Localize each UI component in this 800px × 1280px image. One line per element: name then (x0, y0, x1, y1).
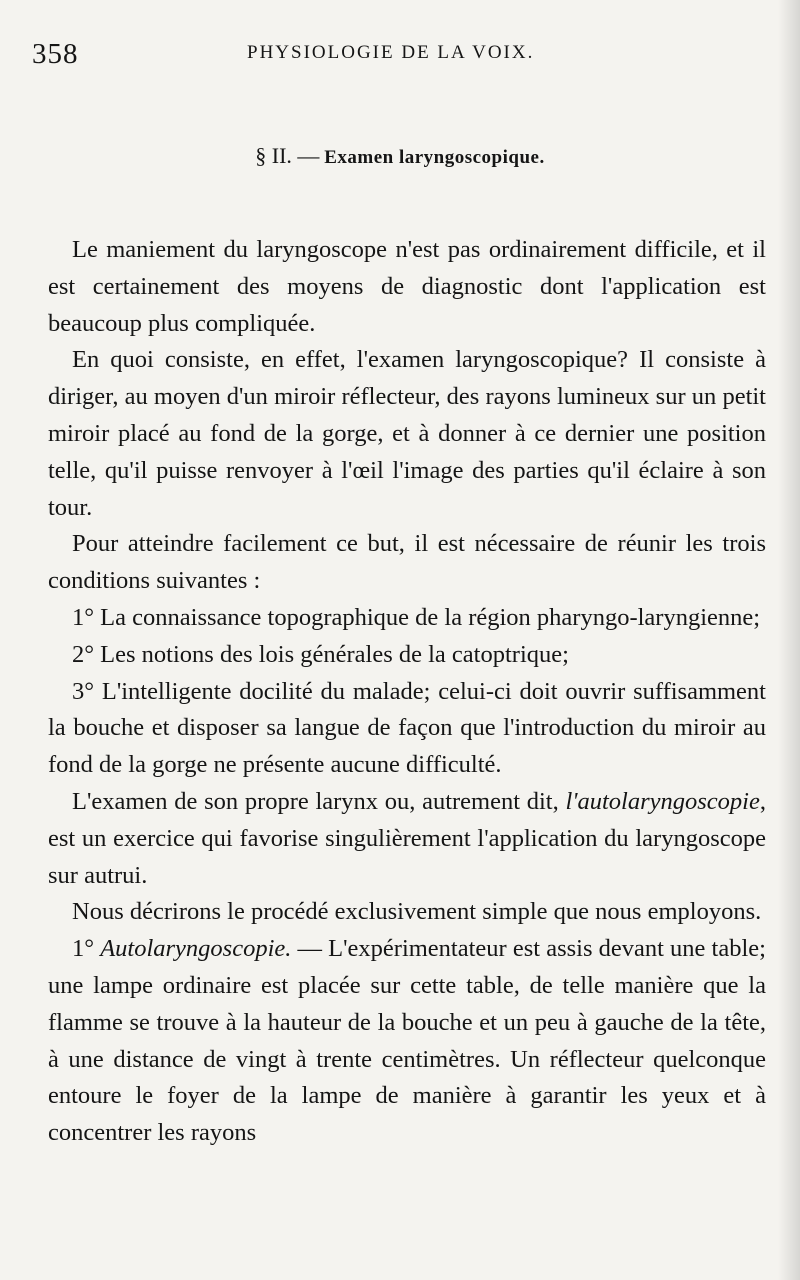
condition-2: 2° Les notions des lois générales de la catoptrique; (72, 640, 569, 668)
running-header (32, 38, 772, 78)
paragraph-7-end: , est un exercice qui favorise singulièrement l'application du laryngoscope sur autrui. (48, 787, 766, 889)
paragraph-autolaryngoscopie (48, 784, 766, 894)
page-edge-shadow (778, 0, 800, 1280)
running-title: PHYSIOLOGIE DE LA VOIX. (247, 42, 535, 63)
autolaryngoscopie-term: l'autolaryngoscopie (565, 787, 760, 815)
subsection-title: Autolaryngoscopie. (100, 935, 292, 963)
page-number: 358 (32, 38, 79, 70)
paragraph-2: En quoi consiste, en effet, l'examen laryngoscopique? Il consiste à diriger, au moyen d'un miroir réflecteur, des rayons lumineux sur un petit miroir placé au fond de la gorge, et à donner à ce dernier une position telle, qu'il puisse renvoyer à l'œil l'image des parties qu'il éclaire à son tour. (48, 346, 766, 521)
body-text (48, 232, 766, 1152)
paragraph-7-start: L'examen de son propre larynx ou, autrement dit, (72, 787, 566, 815)
paragraph-8: Nous décrirons le procédé exclusivement simple que nous employons. (72, 898, 762, 926)
paragraph-9-text: — L'expérimentateur est assis devant une table; une lampe ordinaire est placée sur cette table, de telle manière que la flamme se trouve à la hauteur de la bouche et un peu à gauche de la tête, à une distance de vingt à trente centimètres. Un réflecteur quelconque entoure le foyer de la lampe de manière à garantir les yeux et à concentrer les rayons (48, 935, 766, 1147)
paragraph-1: Le maniement du laryngoscope n'est pas ordinairement difficile, et il est certainement des moyens de diagnostic dont l'application est beaucoup plus compliquée. (48, 236, 766, 337)
condition-3: 3° L'intelligente docilité du malade; celui-ci doit ouvrir suffisamment la bouche et disposer sa langue de façon que l'introduction du miroir au fond de la gorge ne présente aucune difficulté. (48, 677, 766, 779)
paragraph-3: Pour atteindre facilement ce but, il est nécessaire de réunir les trois conditions suivantes : (48, 530, 766, 595)
item-number: 1° (72, 935, 101, 963)
condition-1: 1° La connaissance topographique de la région pharyngo-laryngienne; (72, 603, 761, 631)
section-heading (0, 143, 800, 169)
section-title: Examen laryngoscopique. (324, 147, 545, 168)
section-number: § II. — (255, 143, 320, 168)
paragraph-9 (48, 931, 766, 1152)
